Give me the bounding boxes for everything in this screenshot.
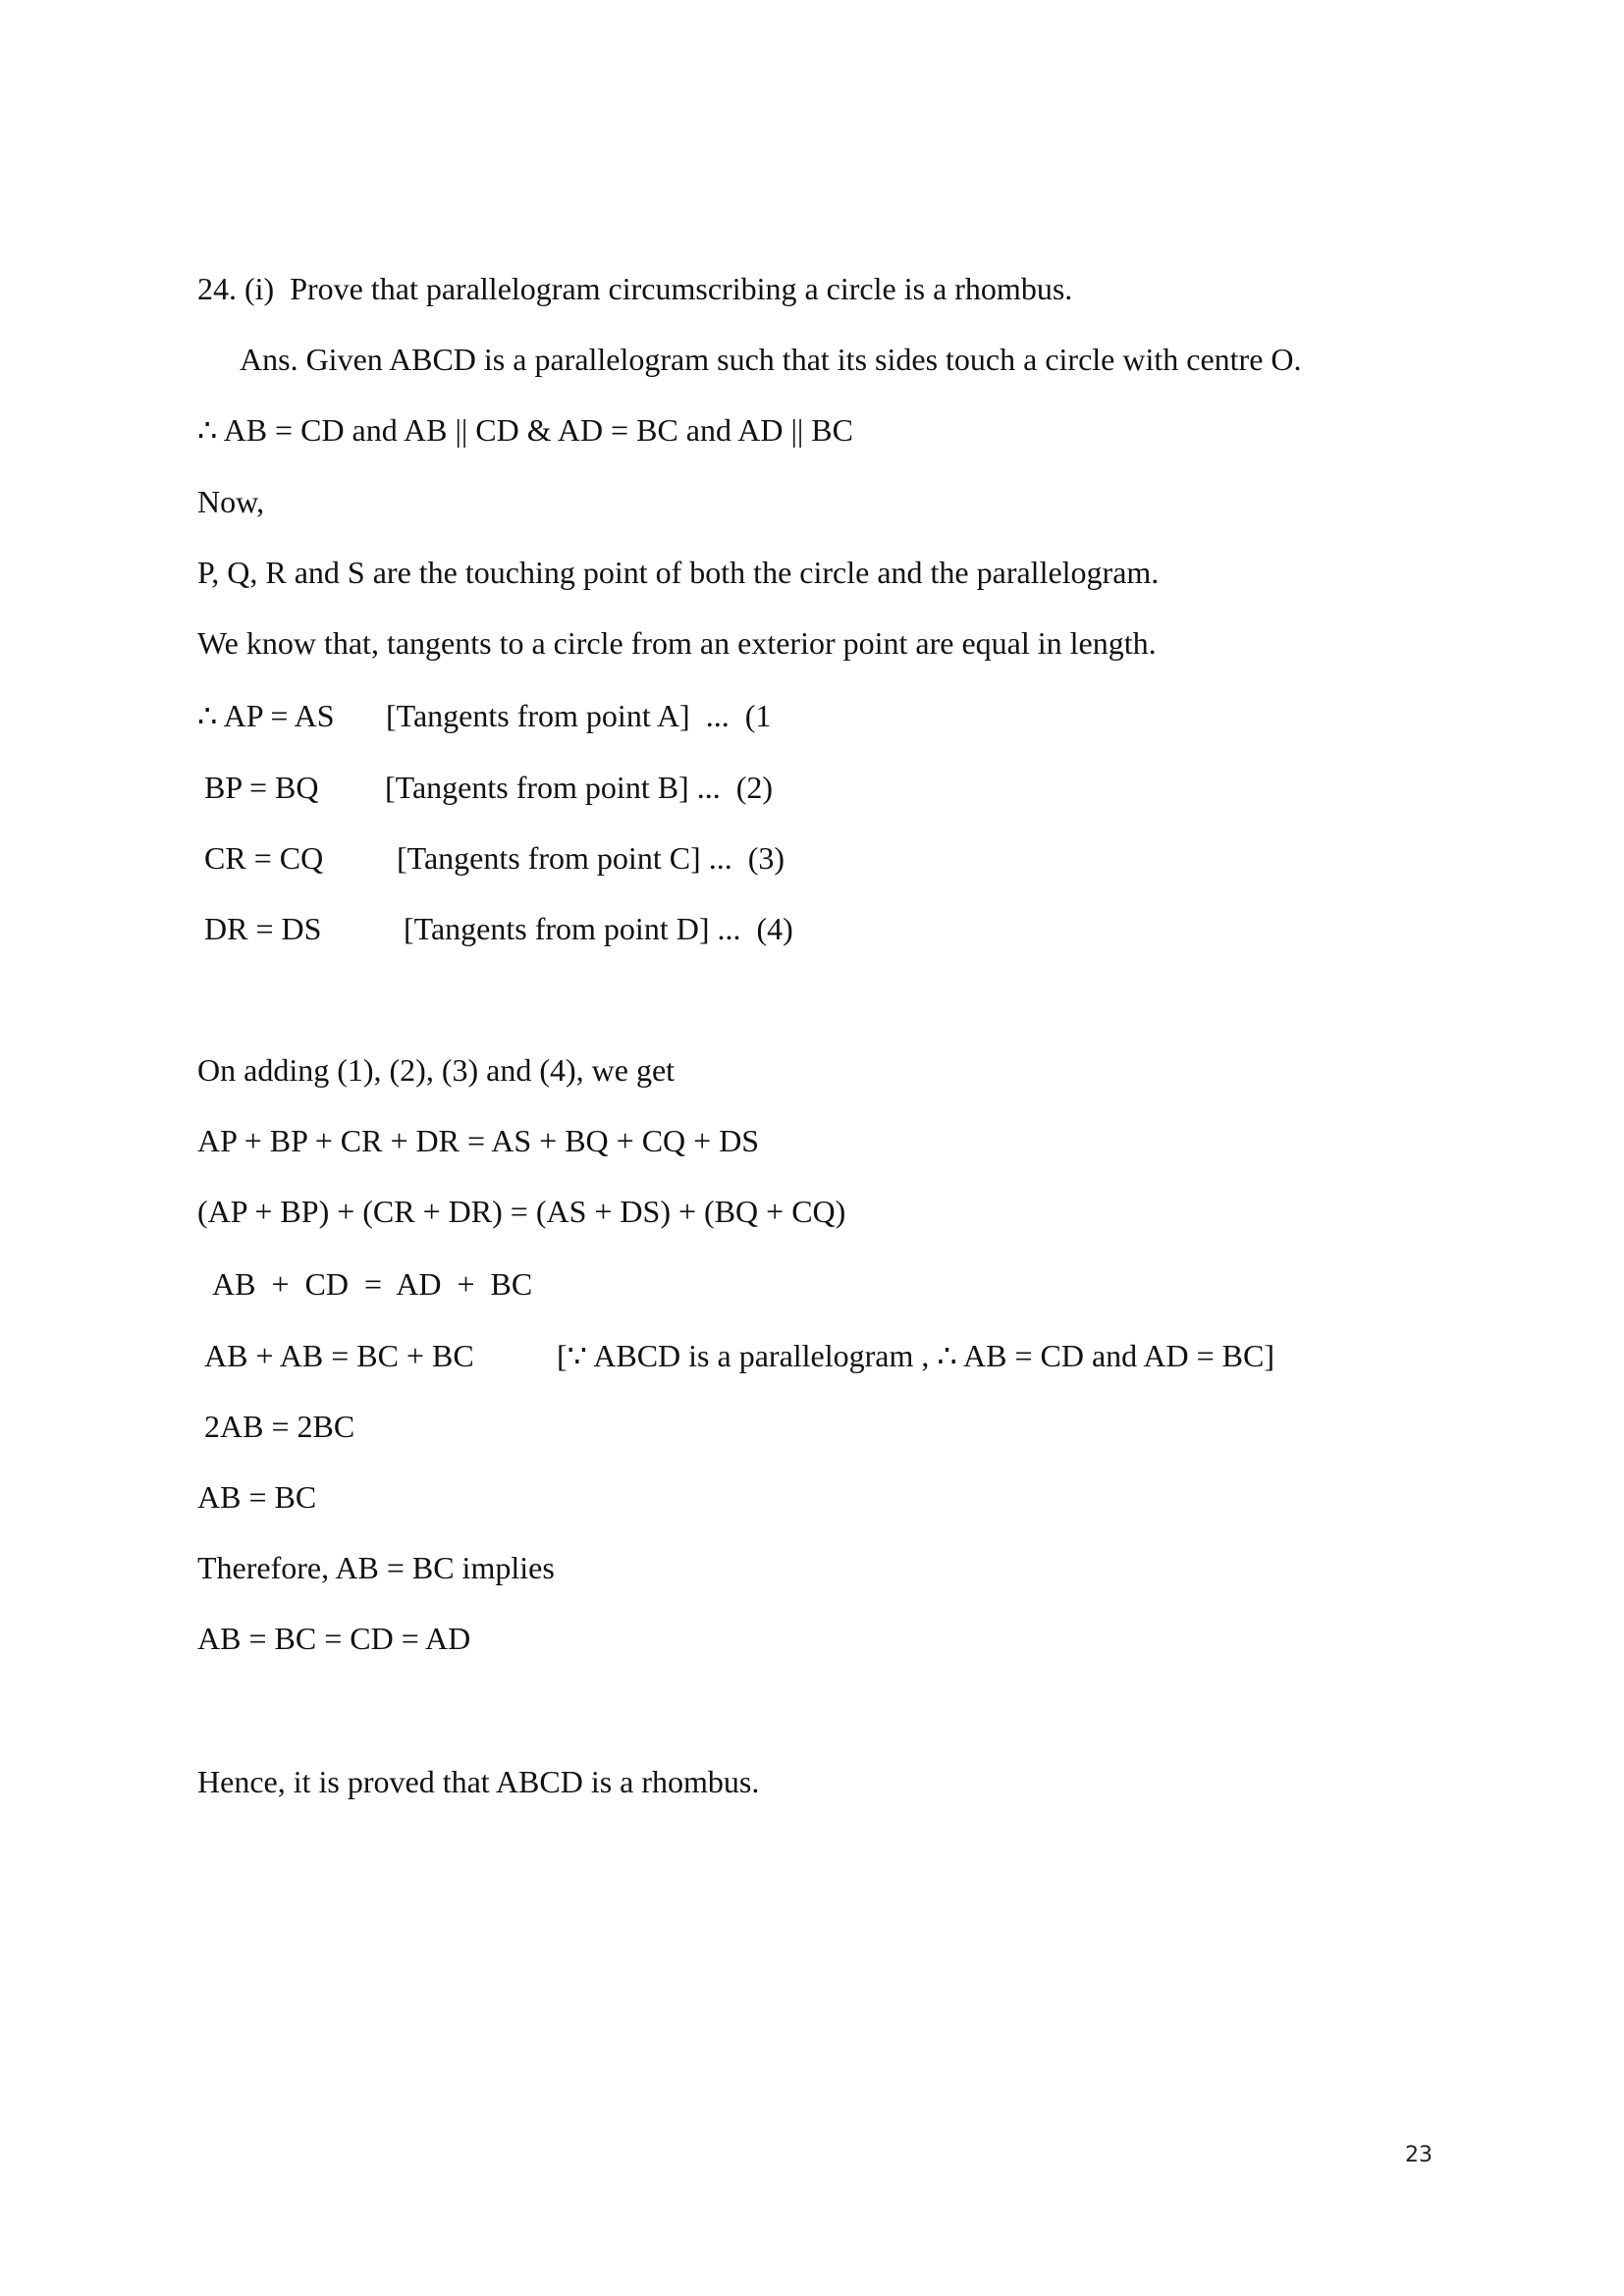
proof-step: (AP + BP) + (CR + DR) = (AS + DS) + (BQ + CQ)	[197, 1194, 846, 1229]
tangent-reason: [Tangents from point C] ... (3)	[397, 840, 785, 876]
tangent-equation: CR = CQ	[204, 840, 324, 876]
conclusion: Hence, it is proved that ABCD is a rhombus.	[197, 1764, 760, 1799]
given-statement: ∴ AB = CD and AB || CD & AD = BC and AD || BC	[197, 412, 853, 448]
proof-step: Therefore, AB = BC implies	[197, 1550, 555, 1585]
touching-points-text: P, Q, R and S are the touching point of both the circle and the parallelogram.	[197, 555, 1160, 590]
proof-step-reason: [∵ ABCD is a parallelogram , ∴ AB = CD and AD = BC]	[557, 1338, 1274, 1373]
now-text: Now,	[197, 484, 265, 519]
proof-step: AB = BC	[197, 1479, 317, 1515]
tangent-equation: DR = DS	[204, 911, 322, 946]
proof-step: AB + CD = AD + BC	[212, 1266, 533, 1302]
tangent-reason: [Tangents from point D] ... (4)	[404, 911, 793, 946]
theorem-text: We know that, tangents to a circle from an exterior point are equal in length.	[197, 625, 1157, 661]
tangent-reason: [Tangents from point A] ... (1	[386, 698, 772, 733]
proof-step: AB = BC = CD = AD	[197, 1621, 471, 1656]
adding-text: On adding (1), (2), (3) and (4), we get	[197, 1052, 676, 1088]
proof-step: AB + AB = BC + BC	[204, 1338, 474, 1373]
proof-step: AP + BP + CR + DR = AS + BQ + CQ + DS	[197, 1123, 760, 1158]
proof-step: 2AB = 2BC	[204, 1409, 355, 1444]
tangent-reason: [Tangents from point B] ... (2)	[385, 770, 774, 805]
answer-intro: Ans. Given ABCD is a parallelogram such that its sides touch a circle with centre O.	[240, 342, 1302, 377]
question-heading: 24. (i) Prove that parallelogram circumscribing a circle is a rhombus.	[197, 271, 1073, 306]
tangent-equation: BP = BQ	[204, 770, 319, 805]
tangent-equation: ∴ AP = AS	[197, 698, 335, 733]
page-number: 23	[1405, 2143, 1433, 2167]
